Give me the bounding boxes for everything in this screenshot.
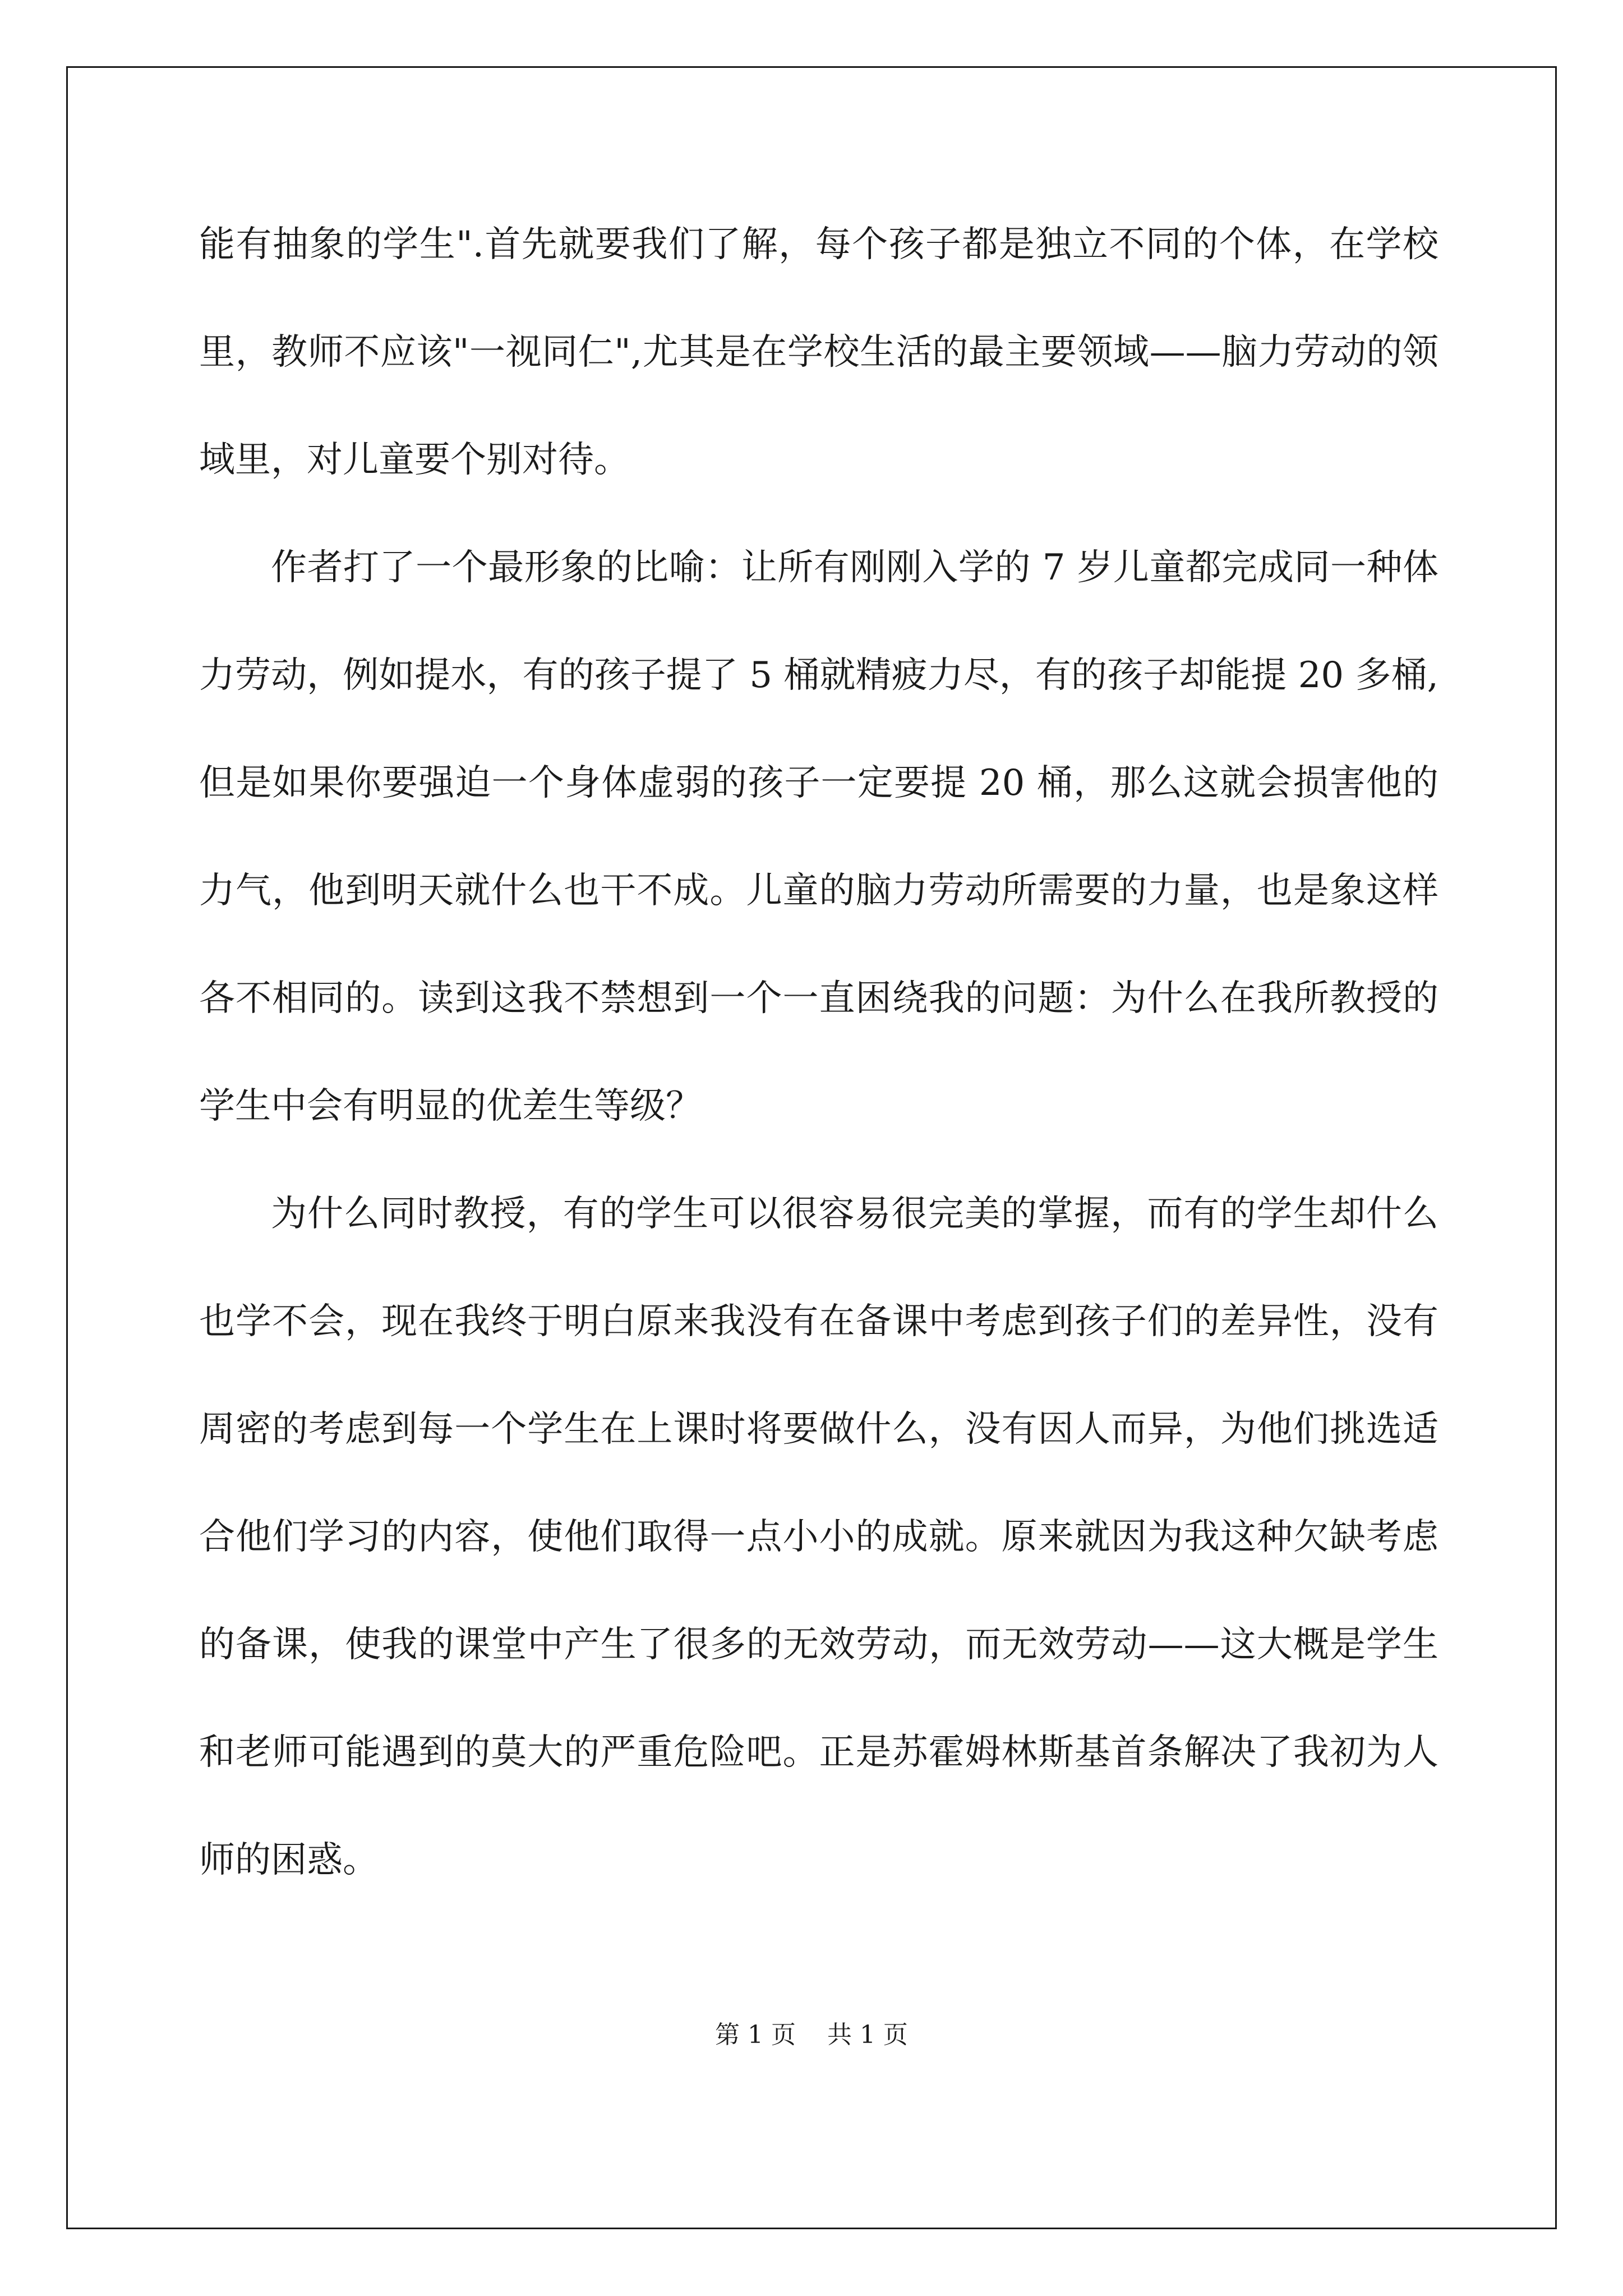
paragraph-3: 为什么同时教授，有的学生可以很容易很完美的掌握，而有的学生却什么也学不会，现在我终于明白原来我没有在备课中考虑到孩子们的差异性，没有周密的考虑到每一个学生在上课时将要做什么，没有因人而异，为他们挑选适合他们学习的内容，使他们取得一点小小的成就。原来就因为我这种欠缺考虑的备课，使我的课堂中产生了很多的无效劳动，而无效劳动——这大概是学生和老师可能遇到的莫大的严重危险吧。正是苏霍姆林斯基首条解决了我初为人师的困惑。 (199, 1193, 1438, 1881)
paragraph-2: 作者打了一个最形象的比喻：让所有刚刚入学的 7 岁儿童都完成同一种体力劳动，例如提水，有的孩子提了 5 桶就精疲力尽，有的孩子却能提 20 多桶,但是如果你要强迫一个身体虚弱的孩子一定要提 20 桶，那么这就会损害他的力气，他到明天就什么也干不成。儿童的脑力劳动所需要的力量，也是象这样各不相同的。读到这我不禁想到一个一直困绕我的问题：为什么在我所教授的学生中会有明显的优差生等级？ (199, 547, 1438, 1127)
page-number-footer: 第 1 页 共 1 页 (715, 2021, 908, 2049)
document-body (199, 191, 1438, 1914)
paragraph-1: 能有抽象的学生".首先就要我们了解，每个孩子都是独立不同的个体，在学校里，教师不应该"一视同仁",尤其是在学校生活的最主要领域——脑力劳动的领域里，对儿童要个别对待。 (199, 224, 1438, 481)
